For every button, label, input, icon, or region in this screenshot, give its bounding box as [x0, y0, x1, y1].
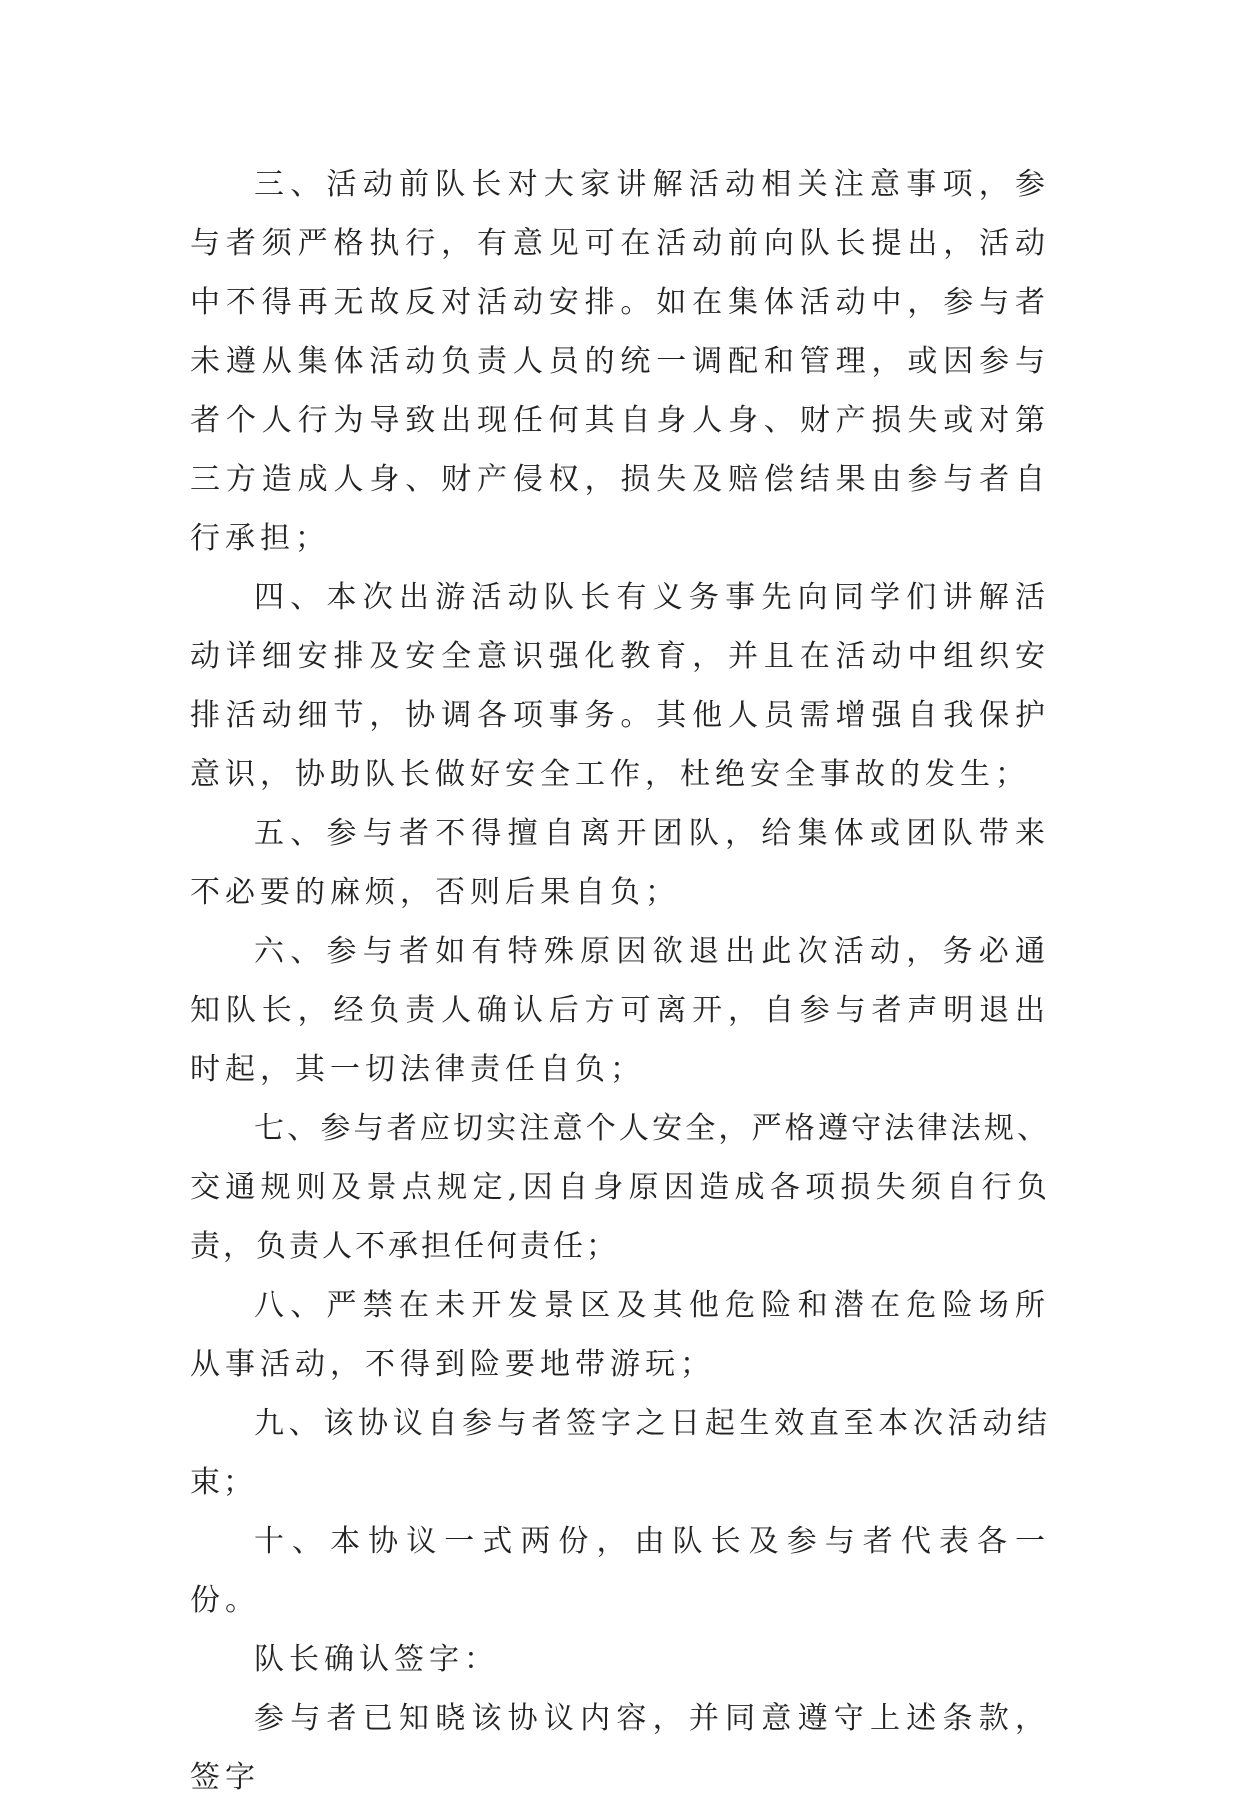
clause-4: 四、本次出游活动队长有义务事先向同学们讲解活动详细安排及安全意识强化教育，并且在活动中组织安排活动细节，协调各项事务。其他人员需增强自我保护意识，协助队长做好安全工作，杜绝安全事故的发生； — [190, 580, 1050, 792]
participant-consent-line: 参与者已知晓该协议内容，并同意遵守上述条款，签字 — [190, 1701, 1050, 1795]
clause-7: 七、参与者应切实注意个人安全，严格遵守法律法规、交通规则及景点规定,因自身原因造成各项损失须自行负责，负责人不承担任何责任； — [190, 1111, 1050, 1264]
clause-3: 三、活动前队长对大家讲解活动相关注意事项，参与者须严格执行，有意见可在活动前向队长提出，活动中不得再无故反对活动安排。如在集体活动中，参与者未遵从集体活动负责人员的统一调配和管理，或因参与者个人行为导致出现任何其自身人身、财产损失或对第三方造成人身、财产侵权，损失及赔偿结果由参与者自行承担； — [190, 167, 1050, 556]
clause-10: 十、本协议一式两份，由队长及参与者代表各一份。 — [190, 1524, 1050, 1618]
clause-8: 八、严禁在未开发景区及其他危险和潜在危险场所从事活动，不得到险要地带游玩； — [190, 1288, 1050, 1382]
clause-5: 五、参与者不得擅自离开团队，给集体或团队带来不必要的麻烦，否则后果自负； — [190, 816, 1050, 910]
leader-signature-line: 队长确认签字： — [254, 1642, 499, 1677]
clause-6: 六、参与者如有特殊原因欲退出此次活动，务必通知队长，经负责人确认后方可离开，自参与者声明退出时起，其一切法律责任自负； — [190, 934, 1050, 1087]
clause-9: 九、该协议自参与者签字之日起生效直至本次活动结束； — [190, 1406, 1050, 1500]
agreement-body — [190, 155, 1050, 1807]
